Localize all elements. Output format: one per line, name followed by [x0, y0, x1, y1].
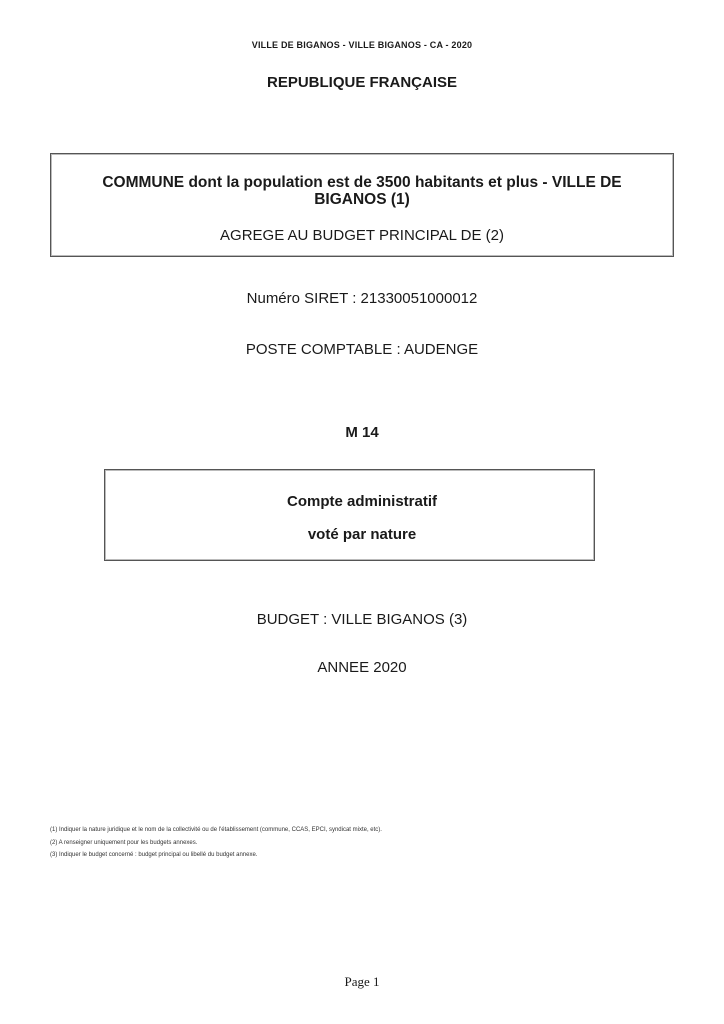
commune-title: COMMUNE dont la population est de 3500 habitants et plus - VILLE DE BIGANOS (1) [102, 174, 622, 208]
siret-number: Numéro SIRET : 21330051000012 [246, 290, 478, 307]
footnote-3: (3) Indiquer le budget concerné : budget principal ou libellé du budget annexe. [50, 852, 258, 858]
budget-year: ANNEE 2020 [317, 659, 407, 676]
budget-name: BUDGET : VILLE BIGANOS (3) [256, 611, 468, 628]
running-header: VILLE DE BIGANOS - VILLE BIGANOS - CA - 2020 [251, 40, 473, 50]
footnote-1: (1) Indiquer la nature juridique et le nom de la collectivité ou de l'établissement (commune, CCAS, EPCI, syndicat mixte, etc). [50, 827, 382, 833]
poste-comptable: POSTE COMPTABLE : AUDENGE [245, 341, 479, 358]
footnotes [50, 824, 382, 862]
document-subtitle: voté par nature [307, 526, 417, 543]
document-title: Compte administratif [286, 493, 437, 510]
document-type-box [104, 469, 595, 561]
aggregate-budget-label: AGREGE AU BUDGET PRINCIPAL DE (2) [220, 227, 504, 244]
page-number: Page 1 [344, 974, 380, 989]
nomenclature-label: M 14 [345, 424, 379, 441]
republic-heading: REPUBLIQUE FRANÇAISE [266, 74, 457, 91]
footnote-2: (2) A renseigner uniquement pour les budgets annexes. [50, 839, 198, 846]
